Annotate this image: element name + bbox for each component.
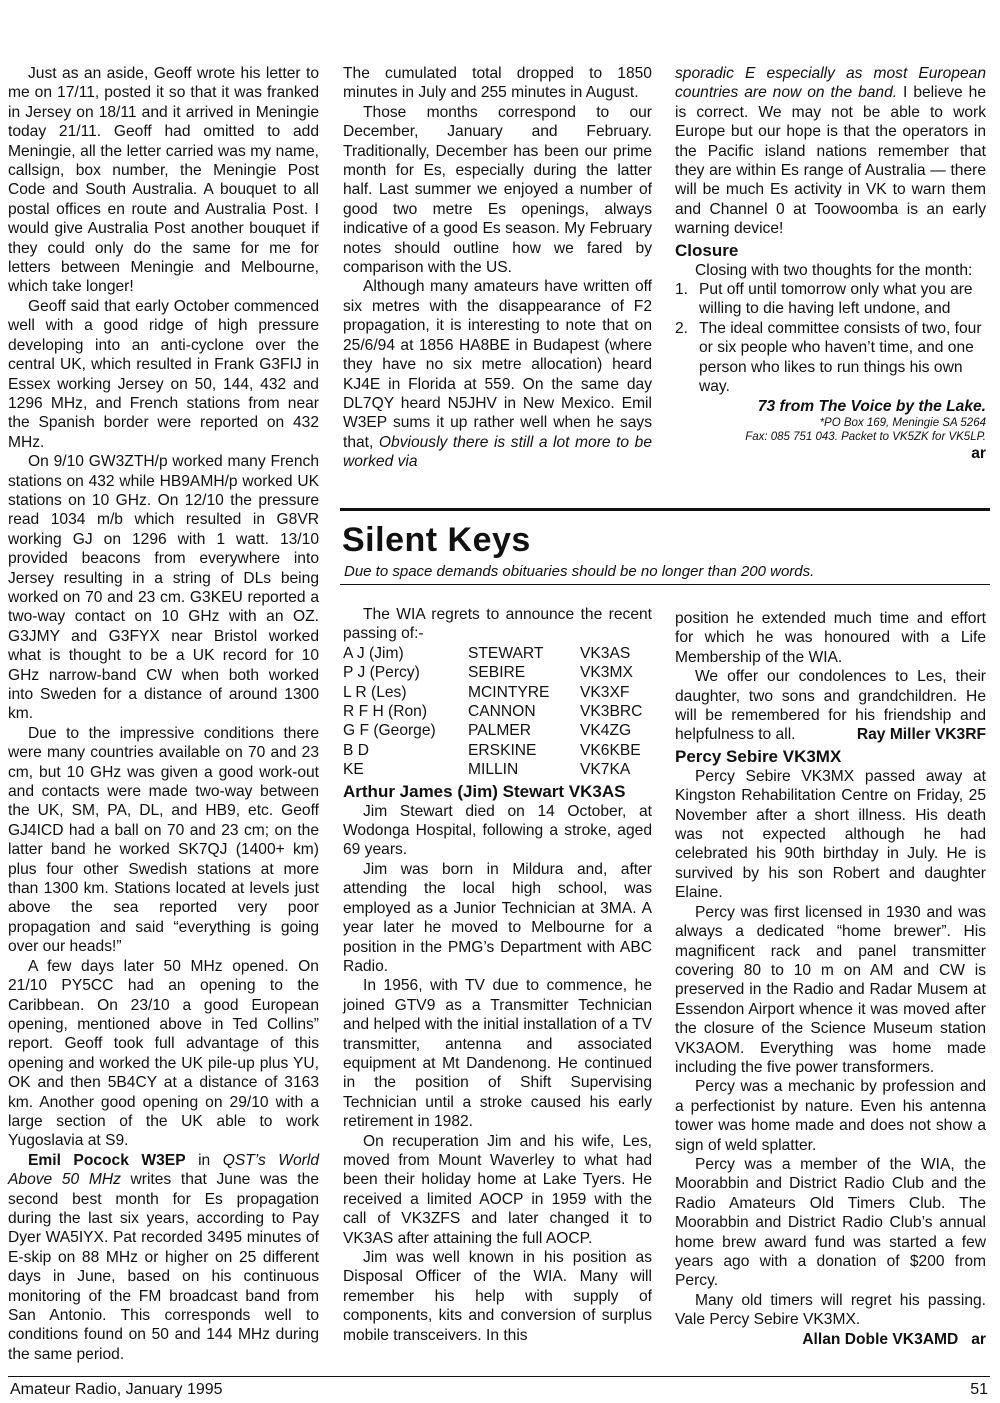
table-row bbox=[343, 721, 652, 740]
quote: Obviously there is still a lot more to be worked via bbox=[343, 433, 652, 471]
paragraph: Percy was first licensed in 1930 and was always a dedicated “home brewer”. His magnificent rack and panel transmitter covering 80 to 10 m on AM and CW is preserved in the Radio and Radar Musem at Essendon Airport whence it was moved after the closure of the Science Museum station VK3AOM. Everything was home made including the five power transformers. bbox=[675, 903, 986, 1076]
section-title: Silent Keys bbox=[342, 521, 531, 559]
address-line: Fax: 085 751 043. Packet to VK5ZK for VK5LP. bbox=[745, 430, 986, 443]
closure-heading: Closure bbox=[675, 240, 739, 260]
table-row bbox=[343, 741, 652, 760]
section-rule bbox=[340, 584, 990, 585]
page-number: 51 bbox=[970, 1381, 988, 1398]
list-number: 1. bbox=[675, 281, 689, 299]
surname: PALMER bbox=[468, 722, 531, 740]
surname: MCINTYRE bbox=[468, 683, 550, 701]
initials: KE bbox=[343, 761, 364, 779]
table-row bbox=[343, 644, 652, 663]
paragraph: Due to the impressive conditions there were many countries available on 70 and 23 cm, but 10 GHz was given a good work-out and contacts were made two-way between the UK, SM, PA, DL, and HB9, etc. Geoff GJ4ICD had a ball on 70 and 23 cm; on the latter band he worked SK7QJ (1400+ km) plus four other Swedish stations at more than 1300 km. Stations located at levels just above the sea reported very poor propagation and said “everything is going over our heads!” bbox=[8, 724, 319, 956]
paragraph: Jim Stewart died on 14 October, at Wodonga Hospital, following a stroke, aged 69 years. bbox=[343, 802, 652, 859]
table-row bbox=[343, 683, 652, 702]
silent-keys-column-1 bbox=[343, 605, 652, 1345]
paragraph bbox=[343, 277, 652, 471]
paragraph: On 9/10 GW3ZTH/p worked many French stations on 432 while HB9AMH/p worked UK stations on 10 GHz. On 12/10 the pressure read 1034 m/b which resulted in G8VR working GJ on 1296 with 1 watt. 13/10 provided beacons from everywhere into Jersey resulting in a string of DLs being worked on 70 and 23 cm. G3KEU reported a two-way contact on 10 GHz with an OZ. G3JMY and G3FYX near Bristol worked what is thought to be a UK record for 10 GHz narrow-band CW when both worked into Sweden for a distance of around 1300 km. bbox=[8, 453, 319, 723]
signoff: 73 from The Voice by the Lake. bbox=[757, 397, 986, 415]
initials: L R (Les) bbox=[343, 683, 407, 701]
obituary-heading: Arthur James (Jim) Stewart VK3AS bbox=[343, 781, 626, 801]
column-2 bbox=[343, 64, 652, 472]
paragraph: A few days later 50 MHz opened. On 21/10 PY5CC had an opening to the Caribbean. On 23/10 a good European opening, mentioned above in Ted Collins” report. Geoff took full advantage of this opening and worked the UK pile-up plus YU, OK and then 5B4CY at a distance of 3163 km. Another good opening on 29/10 with a large section of the UK able to work Yugoslavia at S9. bbox=[8, 957, 319, 1150]
quote: sporadic E especially as most European countries are now on the band. bbox=[675, 65, 986, 102]
column-3 bbox=[675, 64, 986, 463]
paragraph: Those months correspond to our December, January and February. Traditionally, December has been our prime month for Es, especially during the latter half. Last summer we enjoyed a number of good two metre Es openings, always indicative of a good Es season. My February notes should outline how we fared by comparison with the US. bbox=[343, 103, 652, 277]
initials: P J (Percy) bbox=[343, 664, 420, 682]
paragraph: Percy was a member of the WIA, the Moorabbin and District Radio Club and the Radio Amateurs Old Timers Club. The Moorabbin and District Radio Club’s annual home brew award fund was started a few years ago with a donation of $200 from Percy. bbox=[675, 1155, 986, 1290]
surname: SEBIRE bbox=[468, 664, 526, 682]
surname: CANNON bbox=[468, 703, 536, 721]
text: writes that June was the second best month for Es propagation during the last six years, according to Pay Dyer WA5IYX. Pat recorded 3495 minutes of E-skip on 88 MHz or higher on 25 different days in June, based on his continuous monitoring of the FM broadcast band from San Antonio. This corresponds well to conditions found on 50 and 144 MHz during the same period. bbox=[8, 1171, 319, 1363]
paragraph: position he extended much time and effort for which he was honoured with a Life Membership of the WIA. bbox=[675, 610, 986, 666]
paragraph: Just as an aside, Geoff wrote his letter to me on 17/11, posted it so that it was franked in Jersey on 18/11 and it arrived in Meningie today 21/11. Geoff had omitted to add Meningie, all the letter carried was my name, callsign, box number, the Meningie Post Code and South Australia. A bouquet to all postal offices en route and Australia Post. I would give Australia Post another bouquet if they could only do the same for me for letters between Meningie and Melbourne, which take longer! bbox=[8, 65, 319, 296]
list-item bbox=[675, 280, 986, 319]
text: We offer our condolences to Les, their daughter, two sons and grandchildren. He will be remembered for his friendship and helpfulness to all. bbox=[675, 668, 986, 744]
surname: STEWART bbox=[468, 644, 544, 662]
end-mark: ar bbox=[971, 1330, 986, 1348]
paragraph: Percy Sebire VK3MX passed away at Kingston Rehabilitation Centre on Friday, 25 November after a short illness. His death was not expected although he had celebrated his 90th birthday in July. He is survived by his son Robert and daughter Elaine. bbox=[675, 767, 986, 902]
publication-title: QST’s World Above 50 MHz bbox=[8, 1151, 319, 1189]
name-emphasis: Emil Pocock W3EP bbox=[28, 1151, 186, 1169]
callsign: VK3BRC bbox=[580, 703, 643, 721]
paragraph bbox=[675, 667, 986, 745]
signature: Ray Miller VK3RF bbox=[856, 726, 986, 744]
paragraph bbox=[675, 64, 986, 239]
callsign: VK3XF bbox=[580, 683, 630, 701]
callsign: VK4ZG bbox=[580, 722, 632, 740]
paragraph: Many old timers will regret his passing. Vale Percy Sebire VK3MX. bbox=[675, 1291, 986, 1329]
initials: G F (George) bbox=[343, 722, 436, 740]
silent-keys-column-2 bbox=[675, 609, 986, 1349]
callsign: VK3AS bbox=[580, 644, 631, 662]
section-subtitle: Due to space demands obituaries should be no longer than 200 words. bbox=[344, 563, 815, 580]
paragraph: Percy was a mechanic by profession and a perfectionist by nature. Even his antenna tower was home made and does not show a sign of weld splatter. bbox=[675, 1078, 986, 1154]
paragraph: Jim was well known in his position as Disposal Officer of the WIA. Many will remember his help with supply of components, kits and conversion of surplus mobile transceivers. In this bbox=[343, 1249, 652, 1344]
address-line: *PO Box 169, Meningie SA 5264 bbox=[819, 416, 986, 429]
surname: MILLIN bbox=[468, 761, 519, 779]
end-mark: ar bbox=[971, 444, 986, 462]
table-row bbox=[343, 760, 652, 779]
column-1 bbox=[8, 64, 319, 1364]
list-item bbox=[675, 319, 986, 397]
initials: A J (Jim) bbox=[343, 644, 404, 662]
paragraph: Closing with two thoughts for the month: bbox=[695, 261, 973, 279]
passings-table bbox=[343, 644, 652, 780]
paragraph: Geoff said that early October commenced well with a good ridge of high pressure developing into an anti-cyclone over the central UK, which resulted in Frank G3FIJ in Essex working Jersey on 50, 144, 432 and 1296 MHz, and French stations from near the Spanish border were reported on 432 MHz. bbox=[8, 297, 319, 451]
signature: Allan Doble VK3AMD bbox=[802, 1330, 959, 1348]
paragraph bbox=[8, 1151, 319, 1364]
paragraph: The WIA regrets to announce the recent passing of:- bbox=[343, 606, 652, 643]
text: Although many amateurs have written off six metres with the disappearance of F2 propagation, it is interesting to note that on 25/6/94 at 1856 HA8BE in Budapest (where they have no six metre allocation) heard KJ4E in Florida at 559. On the same day DL7QY heard N5JHV in New Mexico. Emil W3EP sums it up rather well when he says that, bbox=[343, 278, 652, 451]
paragraph: On recuperation Jim and his wife, Les, moved from Mount Waverley to what had been their holiday home at Lake Tyers. He received a limited AOCP in 1959 with the call of VK3ZFS and later changed it to VK3AS after attaining the full AOCP. bbox=[343, 1132, 652, 1247]
surname: ERSKINE bbox=[468, 741, 537, 759]
closure-list bbox=[675, 280, 986, 396]
obituary-heading: Percy Sebire VK3MX bbox=[675, 746, 842, 766]
paragraph: The cumulated total dropped to 1850 minutes in July and 255 minutes in August. bbox=[343, 65, 652, 102]
callsign: VK7KA bbox=[580, 761, 631, 779]
text: in bbox=[185, 1151, 223, 1169]
signature-line bbox=[675, 1330, 986, 1349]
paragraph: Jim was born in Mildura and, after attending the local high school, was employed as a Junior Technician at 3MA. A year later he moved to Melbourne for a position in the PMG’s Department with ABC Radio. bbox=[343, 860, 652, 975]
callsign: VK6KBE bbox=[580, 741, 641, 759]
table-row bbox=[343, 702, 652, 721]
footer-rule bbox=[8, 1376, 990, 1377]
table-row bbox=[343, 663, 652, 682]
text: I believe he is correct. We may not be able to work Europe but our hope is that the operators in the Pacific island nations remember that they are within Es range of Australia — there will be much Es activity in VK to warn them and Channel 0 at Toowoomba is an early warning device! bbox=[675, 84, 987, 238]
callsign: VK3MX bbox=[580, 664, 633, 682]
section-rule bbox=[340, 508, 990, 511]
list-text: Put off until tomorrow only what you are willing to die having left undone, and bbox=[699, 281, 973, 318]
initials: R F H (Ron) bbox=[343, 703, 428, 721]
publication-footer: Amateur Radio, January 1995 bbox=[10, 1381, 223, 1398]
initials: B D bbox=[343, 741, 369, 759]
list-number: 2. bbox=[675, 319, 689, 337]
list-text: The ideal committee consists of two, four or six people who haven’t time, and one person who likes to run things his own way. bbox=[699, 319, 982, 396]
paragraph: In 1956, with TV due to commence, he joined GTV9 as a Transmitter Technician and helped with the initial installation of a TV transmitter, antenna and associated equipment at Mt Dandenong. He continued in the position of Shift Supervising Technician until a stroke caused his early retirement in 1982. bbox=[343, 977, 652, 1131]
